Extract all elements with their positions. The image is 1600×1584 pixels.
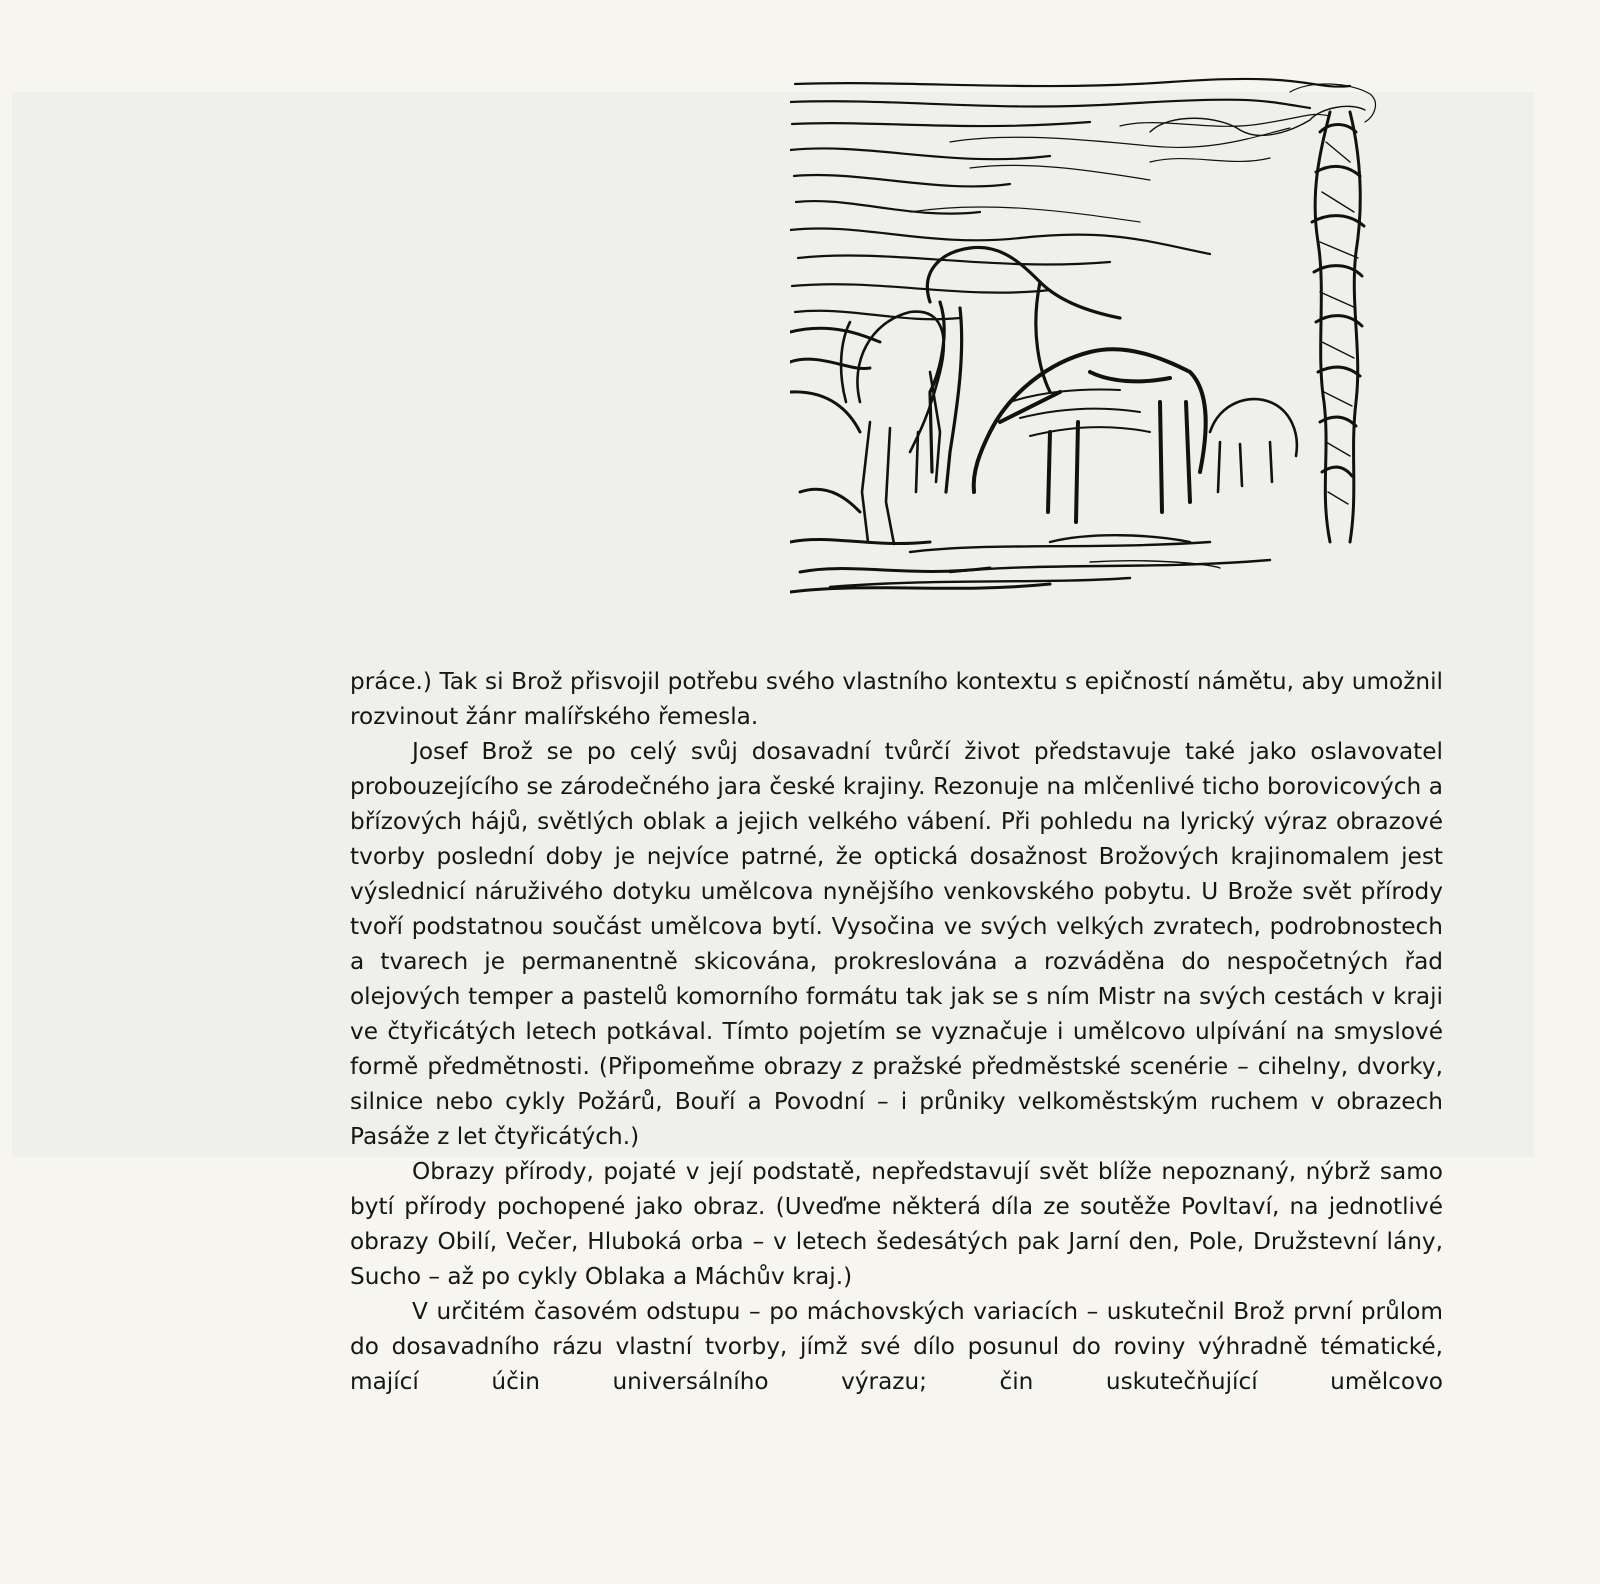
horses-sketch-drawing — [790, 72, 1420, 607]
body-text — [350, 664, 1443, 1399]
paragraph-nature-images: Obrazy přírody, pojaté v její podstatě, nepředstavují svět blíže nepoznaný, nýbrž samo bytí přírody pochopené jako obraz. (Uveďme některá díla ze soutěže Povltaví, na jednotlivé obrazy Obilí, Večer, Hluboká orba – v letech šedesátých pak Jarní den, Pole, Družstevní lány, Sucho – až po cykly Oblaka a Máchův kraj.) — [350, 1158, 1443, 1290]
paragraph-landscape: Josef Brož se po celý svůj dosavadní tvůrčí život představuje také jako oslavovatel probouzejícího se zárodečného jara české krajiny. Rezonuje na mlčenlivé ticho borovicových a břízových hájů, světlých oblak a jejich velkého vábení. Při pohledu na lyrický výraz obrazové tvorby poslední doby je nejvíce patrné, že optická dosažnost Brožových krajinomalem jest výslednicí náruživého dotyku umělcova nynějšího venkovského pobytu. U Brože svět přírody tvoří podstatnou součást umělcova bytí. Vysočina ve svých velkých zvratech, podrobnostech a tvarech je permanentně skicována, prokreslována a rozváděna do nespočetných řad olejových temper a pastelů komorního formátu tak jak se s ním Mistr na svých cestách v kraji ve čtyřicátých letech potkával. Tímto pojetím se vyznačuje i umělcovo ulpívání na smyslové formě předmětnosti. (Připomeňme obrazy z pražské předměstské scenérie – cihelny, dvorky, silnice nebo cykly Požárů, Bouří a Povodní – i průniky velkoměstským ruchem v obrazech Pasáže z let čtyřicátých.) — [350, 738, 1443, 1150]
paragraph-breakthrough: V určitém časovém odstupu – po máchovských variacích – uskutečnil Brož první průlom do dosavadního rázu vlastní tvorby, jímž své dílo posunul do roviny výhradně tématické, mající účin universálního výrazu; čin uskutečňující umělcovo — [350, 1298, 1443, 1395]
horses-sketch-illustration — [790, 72, 1420, 607]
paragraph-continuation: práce.) Tak si Brož přisvojil potřebu svého vlastního kontextu s epičností námětu, aby umožnil rozvinout žánr malířského řemesla. — [350, 668, 1443, 730]
